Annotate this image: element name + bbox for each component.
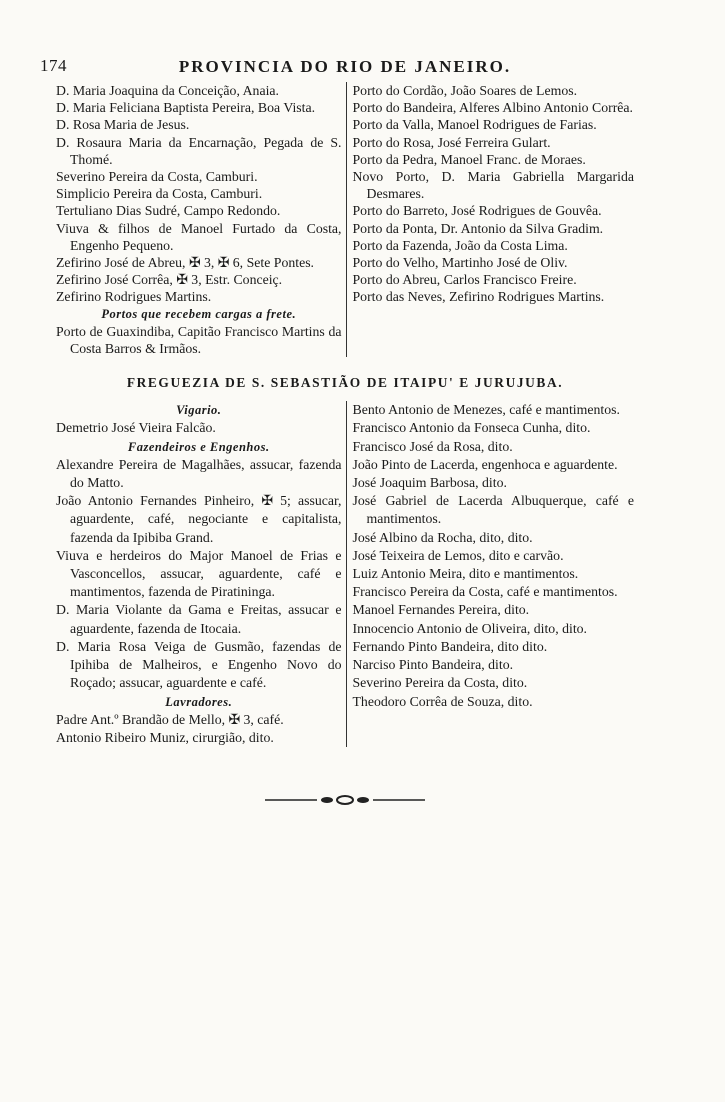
list-entry: João Pinto de Lacerda, engenhoca e aguardente. xyxy=(352,456,618,472)
list-entry: Manoel Fernandes Pereira, dito. xyxy=(352,602,530,618)
list-entry: Porto do Cordão, João Soares de Lemos. xyxy=(352,83,578,98)
list-entry: Porto das Neves, Zefirino Rodrigues Martins. xyxy=(352,289,605,305)
list-entry: Zefirino José Corrêa, ✠ 3, Estr. Conceiç. xyxy=(56,272,283,288)
list-entry: Antonio Ribeiro Muniz, cirurgião, dito. xyxy=(56,729,274,745)
list-entry: José Gabriel de Lacerda Albuquerque, café e mantimentos. xyxy=(352,493,634,527)
section-heading: Vigario. xyxy=(176,403,222,418)
list-entry: D. Maria Joaquina da Conceição, Anaia. xyxy=(56,83,279,98)
section-1-left-column xyxy=(56,82,346,357)
list-entry: Innocencio Antonio de Oliveira, dito, dito. xyxy=(352,620,587,636)
section-2-columns xyxy=(56,401,634,747)
list-entry: Bento Antonio de Menezes, café e mantimentos. xyxy=(352,402,620,418)
list-entry: Fernando Pinto Bandeira, dito dito. xyxy=(352,638,548,654)
ornament-icon xyxy=(265,795,425,805)
list-entry: Alexandre Pereira de Magalhães, assucar, fazenda do Matto. xyxy=(56,456,342,491)
list-entry: Francisco José da Rosa, dito. xyxy=(352,438,513,454)
list-entry: Francisco Pereira da Costa, café e mantimentos. xyxy=(352,584,618,600)
section-1-right-column xyxy=(346,82,635,357)
list-entry: José Teixeira de Lemos, dito e carvão. xyxy=(352,547,564,563)
list-entry: Porto da Pedra, Manoel Franc. de Moraes. xyxy=(352,151,586,167)
list-entry: Severino Pereira da Costa, Camburi. xyxy=(56,169,258,185)
list-entry: Porto do Velho, Martinho José de Oliv. xyxy=(352,255,568,271)
list-entry: Porto do Barreto, José Rodrigues de Gouvêa. xyxy=(352,203,602,219)
list-entry: Viuva e herdeiros do Major Manoel de Frias e Vasconcellos, assucar, aguardente, café e mantimentos, fazenda de Piratininga. xyxy=(56,547,342,600)
list-entry: Porto do Bandeira, Alferes Albino Antonio Corrêa. xyxy=(352,100,633,116)
list-entry: Francisco Antonio da Fonseca Cunha, dito. xyxy=(352,420,591,436)
list-entry: D. Maria Feliciana Baptista Pereira, Boa Vista. xyxy=(56,100,316,116)
section-2-title: FREGUEZIA DE S. SEBASTIÃO DE ITAIPU' E JURUJUBA. xyxy=(126,375,564,391)
list-entry: Porto da Fazenda, João da Costa Lima. xyxy=(352,237,568,253)
running-head: PROVINCIA DO RIO DE JANEIRO. xyxy=(178,57,512,76)
list-entry: D. Rosa Maria de Jesus. xyxy=(56,117,190,133)
section-2-left-column xyxy=(56,401,346,747)
list-entry: Simplicio Pereira da Costa, Camburi. xyxy=(56,186,263,202)
list-entry: Tertuliano Dias Sudré, Campo Redondo. xyxy=(56,203,281,219)
list-entry: Porto da Ponta, Dr. Antonio da Silva Gradim. xyxy=(352,220,604,236)
section-heading: Lavradores. xyxy=(165,694,233,709)
list-entry: José Albino da Rocha, dito, dito. xyxy=(352,529,533,545)
section-1-columns xyxy=(56,82,634,357)
section-heading: Fazendeiros e Engenhos. xyxy=(127,439,270,454)
list-entry: D. Maria Violante da Gama e Freitas, assucar e aguardente, fazenda de Itocaia. xyxy=(56,602,342,636)
list-entry: Zefirino Rodrigues Martins. xyxy=(56,289,212,305)
list-entry: Severino Pereira da Costa, dito. xyxy=(352,675,528,691)
list-entry: Novo Porto, D. Maria Gabriella Margarida Desmares. xyxy=(352,169,634,202)
document-page xyxy=(40,56,634,805)
list-entry: D. Rosaura Maria da Encarnação, Pegada de S. Thomé. xyxy=(56,134,342,167)
list-entry: José Joaquim Barbosa, dito. xyxy=(352,475,507,491)
list-entry: Porto da Valla, Manoel Rodrigues de Farias. xyxy=(352,117,597,133)
list-entry: Narciso Pinto Bandeira, dito. xyxy=(352,657,514,673)
page-number: 174 xyxy=(40,56,67,75)
list-entry: Porto de Guaxindiba, Capitão Francisco Martins da Costa Barros & Irmãos. xyxy=(56,323,342,357)
section-heading: Portos que recebem cargas a frete. xyxy=(101,306,297,321)
list-entry: Luiz Antonio Meira, dito e mantimentos. xyxy=(352,566,579,582)
list-entry: Padre Ant.º Brandão de Mello, ✠ 3, café. xyxy=(56,711,284,727)
list-entry: Porto do Abreu, Carlos Francisco Freire. xyxy=(352,272,577,288)
page-header xyxy=(40,56,634,82)
list-entry: D. Maria Rosa Veiga de Gusmão, fazendas de Ipihiba de Malheiros, e Engenho Novo do Roçado; assucar, aguardente e café. xyxy=(56,638,342,691)
list-entry: Porto do Rosa, José Ferreira Gulart. xyxy=(352,134,551,150)
list-entry: Viuva & filhos de Manoel Furtado da Costa, Engenho Pequeno. xyxy=(56,220,342,253)
list-entry: Zefirino José de Abreu, ✠ 3, ✠ 6, Sete Pontes. xyxy=(56,255,315,271)
ornamental-rule xyxy=(265,795,425,805)
section-2-right-column xyxy=(346,401,635,747)
list-entry: João Antonio Fernandes Pinheiro, ✠ 5; assucar, aguardente, café, negociante e capitalista, fazenda da Ipibiba Grand. xyxy=(56,493,342,545)
list-entry: Demetrio José Vieira Falcão. xyxy=(56,420,216,436)
list-entry: Theodoro Corrêa de Souza, dito. xyxy=(352,693,533,709)
